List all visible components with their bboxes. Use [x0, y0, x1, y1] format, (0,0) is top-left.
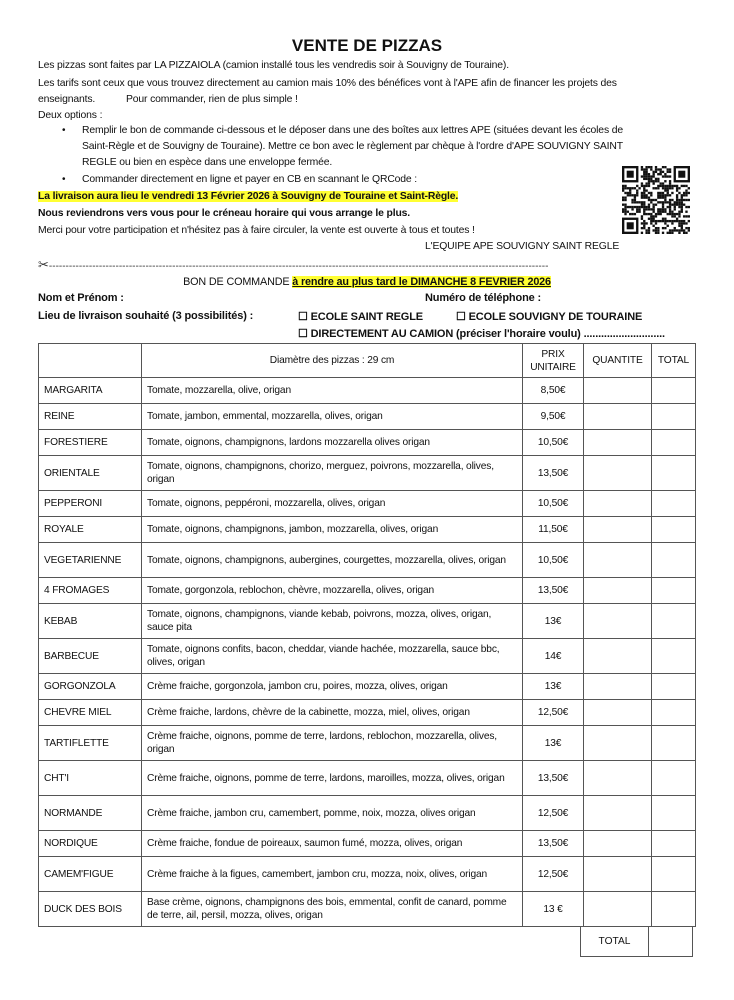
table-row — [39, 700, 696, 726]
pizza-name: TARTIFLETTE — [39, 726, 142, 761]
quantity-field[interactable] — [584, 456, 652, 491]
total-label: TOTAL — [581, 926, 649, 956]
header-quantity: QUANTITE — [584, 344, 652, 378]
quantity-field[interactable] — [584, 378, 652, 404]
quantity-field[interactable] — [584, 543, 652, 578]
checkbox-souvigny[interactable]: ☐ ECOLE SOUVIGNY DE TOURAINE — [456, 311, 643, 323]
table-row — [39, 543, 696, 578]
pizza-price: 9,50€ — [523, 404, 584, 430]
pizza-description: Tomate, oignons, champignons, chorizo, merguez, poivrons, mozzarella, olives, origan — [142, 456, 523, 491]
callback-notice: Nous reviendrons vers vous pour le créneau horaire qui vous arrange le plus. — [38, 208, 411, 219]
row-total-field[interactable] — [652, 491, 696, 517]
quantity-field[interactable] — [584, 674, 652, 700]
options-label: Deux options : — [38, 110, 103, 121]
option-1: Remplir le bon de commande ci-dessous et le déposer dans une des boîtes aux lettres APE (situées devant les écoles de — [82, 125, 623, 136]
grand-total — [580, 926, 693, 957]
pizza-description: Tomate, mozzarella, olive, origan — [142, 378, 523, 404]
pizza-price: 14€ — [523, 639, 584, 674]
pizza-name: DUCK DES BOIS — [39, 892, 142, 927]
pizza-price: 13€ — [523, 674, 584, 700]
pizza-name: ORIENTALE — [39, 456, 142, 491]
pizza-name: CHEVRE MIEL — [39, 700, 142, 726]
row-total-field[interactable] — [652, 639, 696, 674]
delivery-notice: La livraison aura lieu le vendredi 13 Février 2026 à Souvigny de Touraine et Saint-Règle. — [38, 191, 459, 202]
row-total-field[interactable] — [652, 404, 696, 430]
pizza-name: ROYALE — [39, 517, 142, 543]
pizza-name: BARBECUE — [39, 639, 142, 674]
quantity-field[interactable] — [584, 491, 652, 517]
quantity-field[interactable] — [584, 404, 652, 430]
table-row — [39, 456, 696, 491]
pizza-name: CHT'I — [39, 761, 142, 796]
header-total: TOTAL — [652, 344, 696, 378]
checkbox-camion[interactable]: ☐ DIRECTEMENT AU CAMION (préciser l'horaire voulu) ............................ — [298, 328, 665, 340]
intro-line: Pour commander, rien de plus simple ! — [126, 94, 298, 105]
pizza-price: 13 € — [523, 892, 584, 927]
table-row — [39, 857, 696, 892]
bullet-icon: • — [62, 125, 66, 136]
table-row — [39, 639, 696, 674]
option-2: Commander directement en ligne et payer en CB en scannant le QRCode : — [82, 174, 418, 185]
order-table — [38, 343, 696, 927]
order-form-heading: BON DE COMMANDE à rendre au plus tard le DIMANCHE 8 FEVRIER 2026 — [183, 276, 551, 288]
pizza-description: Crème fraiche à la figues, camembert, jambon cru, mozza, noix, olives, origan — [142, 857, 523, 892]
table-row — [39, 578, 696, 604]
quantity-field[interactable] — [584, 639, 652, 674]
row-total-field[interactable] — [652, 857, 696, 892]
table-row — [39, 604, 696, 639]
pizza-description: Tomate, oignons, champignons, jambon, mozzarella, olives, origan — [142, 517, 523, 543]
name-label: Nom et Prénom : — [38, 292, 124, 304]
pizza-description: Crème fraiche, gorgonzola, jambon cru, poires, mozza, olives, origan — [142, 674, 523, 700]
bullet-icon: • — [62, 174, 66, 185]
row-total-field[interactable] — [652, 430, 696, 456]
table-row — [39, 404, 696, 430]
table-row — [39, 674, 696, 700]
table-row — [39, 831, 696, 857]
quantity-field[interactable] — [584, 831, 652, 857]
pizza-price: 13,50€ — [523, 456, 584, 491]
pizza-name: GORGONZOLA — [39, 674, 142, 700]
cut-line: ✂------------------------------------------------------------------------------------------------------------------------------------------------------ — [38, 257, 549, 272]
table-row — [39, 761, 696, 796]
deadline: à rendre au plus tard le DIMANCHE 8 FEVRIER 2026 — [292, 276, 551, 288]
intro-line: Les pizzas sont faites par LA PIZZAIOLA (camion installé tous les vendredis soir à Souvigny de Touraine). — [38, 60, 509, 71]
pizza-price: 13,50€ — [523, 578, 584, 604]
intro-line: enseignants. — [38, 94, 96, 105]
table-row — [39, 430, 696, 456]
pizza-name: VEGETARIENNE — [39, 543, 142, 578]
delivery-place-label: Lieu de livraison souhaité (3 possibilités) : — [38, 310, 254, 322]
pizza-description: Tomate, oignons, peppéroni, mozzarella, olives, origan — [142, 491, 523, 517]
pizza-price: 13,50€ — [523, 761, 584, 796]
checkbox-saint-regle[interactable]: ☐ ECOLE SAINT REGLE — [298, 311, 423, 323]
pizza-price: 8,50€ — [523, 378, 584, 404]
quantity-field[interactable] — [584, 604, 652, 639]
row-total-field[interactable] — [652, 517, 696, 543]
quantity-field[interactable] — [584, 517, 652, 543]
pizza-description: Tomate, jambon, emmental, mozzarella, olives, origan — [142, 404, 523, 430]
quantity-field[interactable] — [584, 761, 652, 796]
pizza-name: FORESTIERE — [39, 430, 142, 456]
intro-line: Les tarifs sont ceux que vous trouvez directement au camion mais 10% des bénéfices vont à l'APE afin de financer les projets des — [38, 78, 617, 89]
pizza-price: 11,50€ — [523, 517, 584, 543]
pizza-description: Crème fraiche, oignons, pomme de terre, lardons, maroilles, mozza, olives, origan — [142, 761, 523, 796]
option-1: Saint-Règle et de Souvigny de Touraine). Mettre ce bon avec le règlement par chèque à l'ordre d'APE SOUVIGNY SAINT — [82, 141, 623, 152]
pizza-name: PEPPERONI — [39, 491, 142, 517]
quantity-field[interactable] — [584, 578, 652, 604]
row-total-field[interactable] — [652, 578, 696, 604]
option-1: REGLE ou bien en espèce dans une enveloppe fermée. — [82, 157, 333, 168]
row-total-field[interactable] — [652, 456, 696, 491]
row-total-field[interactable] — [652, 604, 696, 639]
header-price: PRIX UNITAIRE — [523, 344, 584, 378]
row-total-field[interactable] — [652, 700, 696, 726]
pizza-description: Base crème, oignons, champignons des bois, emmental, confit de canard, pomme de terre, ail, persil, mozza, olives, origan — [142, 892, 523, 927]
table-header — [39, 344, 696, 378]
pizza-description: Tomate, oignons, champignons, lardons mozzarella olives origan — [142, 430, 523, 456]
row-total-field[interactable] — [652, 543, 696, 578]
table-row — [39, 892, 696, 927]
pizza-price: 10,50€ — [523, 430, 584, 456]
table-row — [39, 517, 696, 543]
quantity-field[interactable] — [584, 796, 652, 831]
pizza-price: 13€ — [523, 604, 584, 639]
quantity-field[interactable] — [584, 430, 652, 456]
pizza-price: 10,50€ — [523, 543, 584, 578]
row-total-field[interactable] — [652, 892, 696, 927]
header-name — [39, 344, 142, 378]
pizza-description: Crème fraiche, fondue de poireaux, saumon fumé, mozza, olives, origan — [142, 831, 523, 857]
pizza-description: Crème fraiche, lardons, chèvre de la cabinette, mozza, miel, olives, origan — [142, 700, 523, 726]
row-total-field[interactable] — [652, 761, 696, 796]
quantity-field[interactable] — [584, 892, 652, 927]
quantity-field[interactable] — [584, 700, 652, 726]
pizza-description: Tomate, oignons, champignons, viande kebab, poivrons, mozza, olives, origan, sauce pita — [142, 604, 523, 639]
pizza-price: 13€ — [523, 726, 584, 761]
pizza-description: Crème fraiche, oignons, pomme de terre, lardons, reblochon, mozzarella, olives, origan — [142, 726, 523, 761]
phone-label: Numéro de téléphone : — [425, 292, 542, 304]
pizza-description: Crème fraiche, jambon cru, camembert, pomme, noix, mozza, olives origan — [142, 796, 523, 831]
pizza-name: KEBAB — [39, 604, 142, 639]
row-total-field[interactable] — [652, 831, 696, 857]
pizza-name: MARGARITA — [39, 378, 142, 404]
row-total-field[interactable] — [652, 726, 696, 761]
pizza-price: 12,50€ — [523, 796, 584, 831]
grand-total-field[interactable] — [649, 926, 692, 956]
header-description: Diamètre des pizzas : 29 cm — [142, 344, 523, 378]
pizza-name: NORMANDE — [39, 796, 142, 831]
pizza-name: NORDIQUE — [39, 831, 142, 857]
signature: L'EQUIPE APE SOUVIGNY SAINT REGLE — [425, 241, 620, 252]
pizza-name: 4 FROMAGES — [39, 578, 142, 604]
table-row — [39, 726, 696, 761]
quantity-field[interactable] — [584, 857, 652, 892]
table-row — [39, 378, 696, 404]
quantity-field[interactable] — [584, 726, 652, 761]
pizza-name: REINE — [39, 404, 142, 430]
page-title: VENTE DE PIZZAS — [291, 36, 443, 55]
row-total-field[interactable] — [652, 674, 696, 700]
table-row — [39, 796, 696, 831]
pizza-description: Tomate, oignons, champignons, aubergines, courgettes, mozzarella, olives, origan — [142, 543, 523, 578]
row-total-field[interactable] — [652, 378, 696, 404]
pizza-description: Tomate, gorgonzola, reblochon, chèvre, mozzarella, olives, origan — [142, 578, 523, 604]
pizza-price: 12,50€ — [523, 700, 584, 726]
table-row — [39, 491, 696, 517]
pizza-name: CAMEM'FIGUE — [39, 857, 142, 892]
pizza-description: Tomate, oignons confits, bacon, cheddar, viande hachée, mozzarella, sauce bbc, olives, origan — [142, 639, 523, 674]
pizza-price: 13,50€ — [523, 831, 584, 857]
scissors-icon: ✂ — [38, 257, 49, 272]
pizza-price: 12,50€ — [523, 857, 584, 892]
qr-code-icon[interactable] — [622, 165, 690, 235]
pizza-price: 10,50€ — [523, 491, 584, 517]
row-total-field[interactable] — [652, 796, 696, 831]
thanks-text: Merci pour votre participation et n'hésitez pas à faire circuler, la vente est ouverte à tous et toutes ! — [38, 225, 475, 236]
